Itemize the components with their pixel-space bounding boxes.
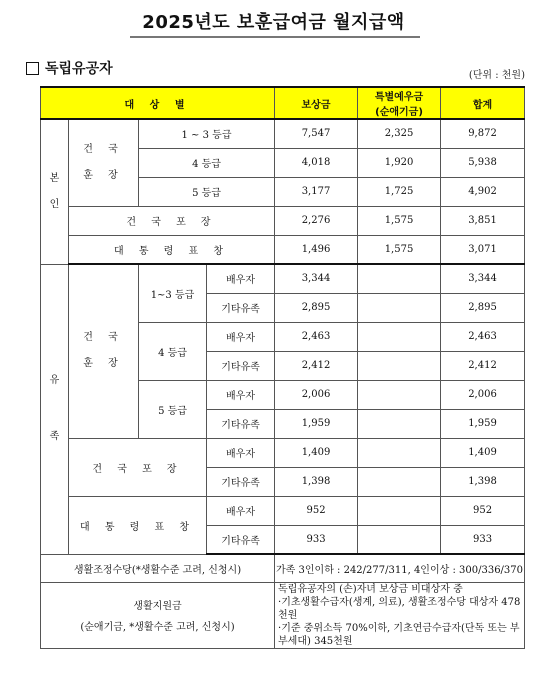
- support-fund-detail: [275, 582, 525, 648]
- support-line-2: ·기초생활수급자(생계, 의료), 생활조정수당 대상자 478천원: [278, 596, 521, 621]
- group-yujok-label-1: 유: [49, 375, 60, 386]
- group-bonin: [41, 119, 69, 264]
- cell-special: [358, 293, 441, 322]
- row-label: 4 등급: [139, 148, 275, 177]
- order-label-2: 훈 장: [83, 169, 124, 181]
- spouse-label: 배우자: [207, 322, 275, 351]
- cell-total: 5,938: [441, 148, 525, 177]
- grade-label: 4 등급: [139, 322, 207, 380]
- cell-total: 3,344: [441, 264, 525, 293]
- grade-label: 1~3 등급: [139, 264, 207, 322]
- other-family-label: 기타유족: [207, 409, 275, 438]
- cell-total: 1,959: [441, 409, 525, 438]
- cell-special: [358, 380, 441, 409]
- cell-total: 4,902: [441, 177, 525, 206]
- cell-comp: 7,547: [275, 119, 358, 148]
- support-label-2: (순애기금, *생활수준 고려, 신청시): [80, 622, 235, 633]
- cell-total: 952: [441, 496, 525, 525]
- section-heading: [26, 58, 113, 78]
- cell-total: 2,006: [441, 380, 525, 409]
- support-label-1: 생활지원금: [133, 601, 182, 612]
- cell-special: 1,725: [358, 177, 441, 206]
- spouse-label: 배우자: [207, 380, 275, 409]
- cell-total: 2,895: [441, 293, 525, 322]
- row-label: 5 등급: [139, 177, 275, 206]
- order-label-2: 훈 장: [83, 358, 124, 370]
- header-compensation: 보상금: [275, 87, 358, 119]
- cell-total: 2,412: [441, 351, 525, 380]
- other-family-label: 기타유족: [207, 351, 275, 380]
- cell-special: [358, 496, 441, 525]
- cell-special: 1,575: [358, 235, 441, 264]
- order-hunjang-bonin: [69, 119, 139, 206]
- other-family-label: 기타유족: [207, 467, 275, 496]
- support-fund-label: [41, 582, 275, 648]
- support-line-1: 독립유공자의 (손)자녀 보상금 비대상자 중: [278, 583, 463, 595]
- cell-total: 1,409: [441, 438, 525, 467]
- page-title: 2025년도 보훈급여금 월지급액: [142, 12, 405, 33]
- living-allowance-label: 생활조정수당(*생활수준 고려, 신청시): [41, 554, 275, 582]
- cell-comp: 3,177: [275, 177, 358, 206]
- cell-comp: 2,463: [275, 322, 358, 351]
- group-bonin-label-1: 본: [49, 172, 60, 184]
- header-total: 합계: [441, 87, 525, 119]
- row-label: 1 ~ 3 등급: [139, 119, 275, 148]
- cell-comp: 2,006: [275, 380, 358, 409]
- other-family-label: 기타유족: [207, 525, 275, 554]
- group-yujok-label-2: 족: [49, 431, 60, 442]
- cell-comp: 2,412: [275, 351, 358, 380]
- cell-comp: 1,959: [275, 409, 358, 438]
- cell-comp: 3,344: [275, 264, 358, 293]
- benefit-table: [40, 86, 525, 649]
- cell-special: [358, 438, 441, 467]
- cell-special: 2,325: [358, 119, 441, 148]
- cell-total: 2,463: [441, 322, 525, 351]
- title-underline: [130, 36, 420, 38]
- cell-special: 1,575: [358, 206, 441, 235]
- header-special: [358, 87, 441, 119]
- order-hunjang-yujok: [69, 264, 139, 438]
- header-special-sub: (순애기금): [375, 107, 423, 118]
- cell-comp: 933: [275, 525, 358, 554]
- group-yujok: [41, 264, 69, 554]
- cell-special: [358, 525, 441, 554]
- cell-special: [358, 409, 441, 438]
- row-label: 건 국 포 장: [69, 206, 275, 235]
- cell-total: 3,851: [441, 206, 525, 235]
- cell-total: 1,398: [441, 467, 525, 496]
- spouse-label: 배우자: [207, 438, 275, 467]
- cell-special: 1,920: [358, 148, 441, 177]
- cell-special: [358, 322, 441, 351]
- cell-total: 9,872: [441, 119, 525, 148]
- living-allowance-value: 가족 3인이하 : 242/277/311, 4인이상 : 300/336/370: [275, 554, 525, 582]
- grade-label: 5 등급: [139, 380, 207, 438]
- header-special-label: 특별예우금: [374, 92, 424, 103]
- cell-comp: 952: [275, 496, 358, 525]
- pyochang-label: 대 통 령 표 창: [69, 496, 207, 554]
- cell-comp: 1,496: [275, 235, 358, 264]
- order-label-1: 건 국: [83, 143, 124, 155]
- support-line-3: ·기준 중위소득 70%이하, 기초연금수급자(단독 또는 부부세대) 345천원: [278, 622, 520, 647]
- cell-total: 933: [441, 525, 525, 554]
- order-label-1: 건 국: [83, 332, 124, 344]
- cell-special: [358, 264, 441, 293]
- cell-total: 3,071: [441, 235, 525, 264]
- cell-comp: 1,398: [275, 467, 358, 496]
- cell-comp: 1,409: [275, 438, 358, 467]
- group-bonin-label-2: 인: [49, 198, 60, 210]
- cell-comp: 4,018: [275, 148, 358, 177]
- checkbox-icon: [26, 62, 39, 75]
- unit-label: (단위 : 천원): [468, 70, 525, 81]
- other-family-label: 기타유족: [207, 293, 275, 322]
- row-label: 대 통 령 표 창: [69, 235, 275, 264]
- cell-special: [358, 467, 441, 496]
- cell-comp: 2,276: [275, 206, 358, 235]
- section-label: 독립유공자: [45, 61, 113, 77]
- spouse-label: 배우자: [207, 264, 275, 293]
- pojang-label: 건 국 포 장: [69, 438, 207, 496]
- spouse-label: 배우자: [207, 496, 275, 525]
- header-category: 대 상 별: [41, 87, 275, 119]
- cell-special: [358, 351, 441, 380]
- cell-comp: 2,895: [275, 293, 358, 322]
